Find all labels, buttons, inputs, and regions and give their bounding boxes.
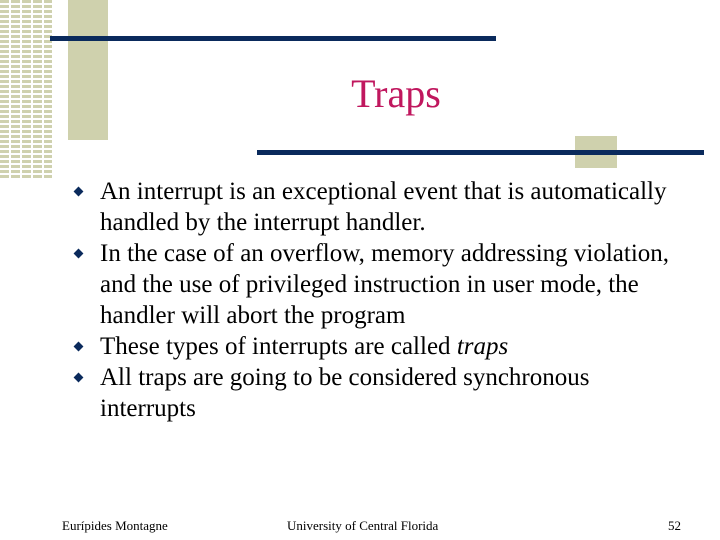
bullet-item xyxy=(60,238,680,331)
title-rule-top xyxy=(50,36,496,41)
bullet-text: An interrupt is an exceptional event that is automatically handled by the interrupt handler. xyxy=(100,178,667,236)
bullet-item xyxy=(60,331,680,362)
footer-author: Eurípides Montagne xyxy=(62,518,168,533)
diamond-bullet-icon xyxy=(74,342,84,352)
bullet-item xyxy=(60,176,680,238)
diamond-bullet-icon xyxy=(74,373,84,383)
bullet-list xyxy=(60,176,680,424)
bullet-text: In the case of an overflow, memory addressing violation, and the use of privileged instruction in user mode, the handler will abort the program xyxy=(100,240,670,329)
bullet-item xyxy=(60,362,680,424)
bullet-text: All traps are going to be considered synchronous interrupts xyxy=(100,364,590,422)
footer-page-number: 52 xyxy=(668,518,681,533)
footer-institution: University of Central Florida xyxy=(287,518,439,533)
title-rule-bottom xyxy=(257,150,704,155)
diamond-bullet-icon xyxy=(74,249,84,259)
bullet-text: These types of interrupts are called xyxy=(100,333,457,360)
bullet-emphasis: traps xyxy=(456,333,509,360)
diamond-bullet-icon xyxy=(74,187,84,197)
slide-title: Traps xyxy=(351,71,441,116)
